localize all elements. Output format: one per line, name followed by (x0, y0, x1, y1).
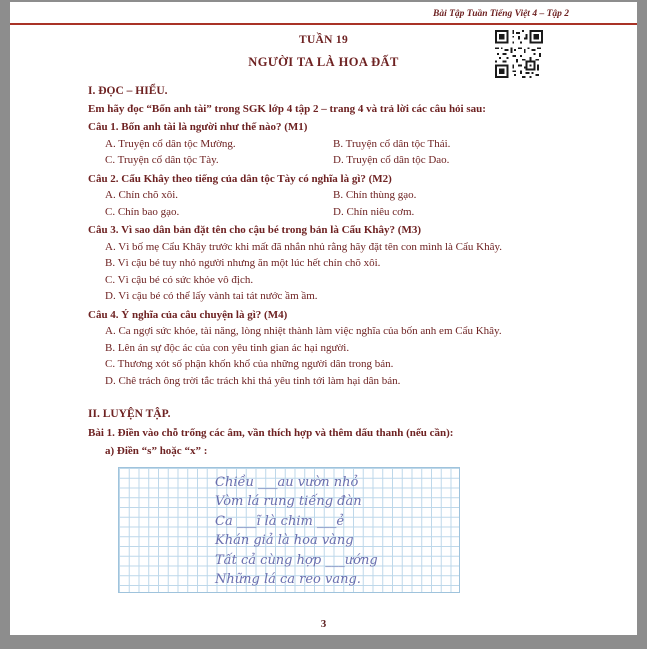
exercise-1-instructions: Bài 1. Điền vào chỗ trống các âm, vần thích hợp và thêm dấu thanh (nếu cần): (88, 426, 454, 439)
handwriting-line: Chiều ___au vườn nhỏ (215, 474, 359, 490)
question-2-options (88, 187, 599, 220)
worksheet-page (10, 2, 637, 635)
handwriting-line: Khán giả là hoa vàng (215, 533, 354, 548)
handwriting-line: Những lá ca reo vang. (215, 572, 361, 587)
question-3-options (88, 239, 599, 305)
answer-option: A. Chín chõ xôi. (105, 189, 179, 201)
answer-option: B. Truyện cổ dân tộc Thái. (333, 137, 451, 150)
week-label: TUẦN 19 (298, 34, 349, 46)
question-1-title: Câu 1. Bốn anh tài là người như thế nào? (M1) (88, 121, 308, 133)
answer-option: D. Vì cậu bé có thể lấy vành tai tát nước ầm ầm. (105, 290, 318, 302)
section-practice-heading: II. LUYỆN TẬP. (88, 408, 171, 420)
answer-option: D. Chê trách ông trời tắc trách khi thả yêu tinh tới làm hại dân bản. (105, 374, 401, 387)
book-title-header: Bài Tập Tuần Tiếng Việt 4 – Tập 2 (10, 2, 637, 25)
answer-option: A. Truyện cổ dân tộc Mường. (105, 137, 236, 150)
handwriting-line: Ca ___ĩ là chim ___ẻ (215, 513, 345, 529)
handwriting-line: Tất cả cùng hợp ___ướng (215, 552, 378, 568)
section-reading-heading: I. ĐỌC – HIỂU. (88, 85, 168, 97)
handwriting-grid (118, 467, 460, 593)
lesson-title: NGƯỜI TA LÀ HOA ĐẤT (248, 55, 399, 69)
page-content (10, 70, 637, 593)
answer-option: B. Vì cậu bé tuy nhỏ người nhưng ăn một lúc hết chín chõ xôi. (105, 257, 381, 269)
answer-option: A. Ca ngợi sức khỏe, tài năng, lòng nhiệt thành làm việc nghĩa của bốn anh em Cẩu Khây. (105, 325, 502, 337)
answer-option: C. Vì cậu bé có sức khỏe vô địch. (105, 273, 254, 286)
question-4-title: Câu 4. Ý nghĩa của câu chuyện là gì? (M4) (88, 308, 288, 321)
handwriting-line: Vòm lá rung tiếng đàn (215, 494, 362, 509)
answer-option: C. Chín bao gạo. (105, 205, 180, 218)
question-3-title: Câu 3. Vì sao dân bản đặt tên cho cậu bé trong bản là Cẩu Khây? (M3) (88, 224, 422, 236)
answer-option: B. Chín thùng gạo. (333, 189, 417, 201)
answer-option: B. Lên án sự độc ác của con yêu tinh gian ác hại người. (105, 341, 350, 354)
question-2-title: Câu 2. Cẩu Khây theo tiếng của dân tộc Tày có nghĩa là gì? (M2) (88, 172, 392, 185)
question-1-options (88, 136, 599, 169)
answer-option: D. Truyện cổ dân tộc Dao. (333, 154, 450, 166)
answer-option: A. Vì bố mẹ Cẩu Khây trước khi mất đã nhắn nhủ rằng hãy đặt tên con mình là Cẩu Khây. (105, 240, 502, 253)
answer-option: D. Chín niêu cơm. (333, 205, 415, 218)
answer-option: C. Thương xót số phận khốn khổ của những người dân trong bản. (105, 358, 394, 370)
reading-instructions: Em hãy đọc “Bốn anh tài” trong SGK lớp 4 tập 2 – trang 4 và trả lời các câu hỏi sau: (88, 102, 486, 115)
page-number: 3 (320, 618, 327, 630)
qr-code-icon (495, 30, 543, 78)
exercise-1a-label: a) Điền “s” hoặc “x” : (105, 445, 208, 457)
question-4-options (88, 323, 599, 389)
answer-option: C. Truyện cổ dân tộc Tày. (105, 154, 219, 166)
